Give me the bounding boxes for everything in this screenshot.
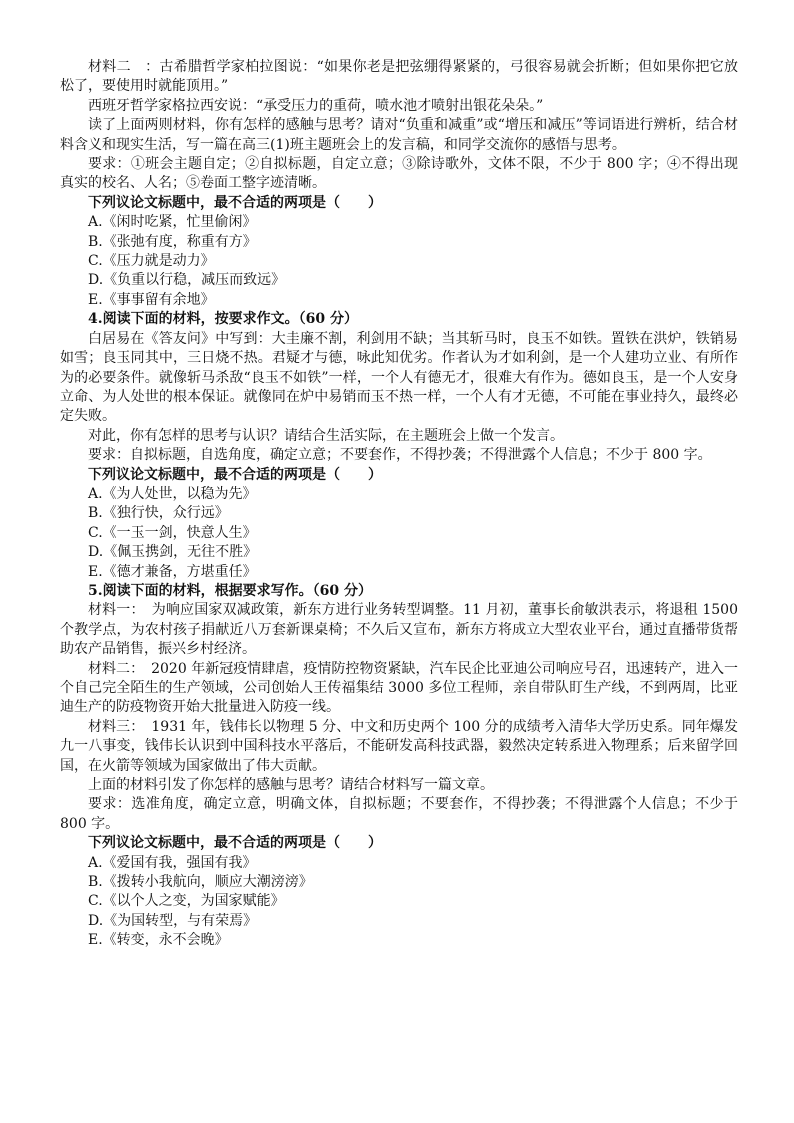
option-c: C.《压力就是动力》 [88, 253, 215, 270]
prompt-paragraph: 对此，你有怎样的思考与认识？请结合生活实际，在主题班会上做一个发言。 [88, 427, 564, 444]
question-text: 下列议论文标题中，最不合适的两项是（ ） [88, 466, 382, 483]
material-two-paragraph: 材料二： 2020 年新冠疫情肆虐，疫情防控物资紧缺，汽车民企比亚迪公司响应号召，迅速转产，进入一个自己完全陌生的生产领域，公司创始人王传福集结 3000 多位工程师，亲自带队盯生产线，不到两周，比亚迪生产的防疫物资开始大批量进入防疫一线。 [60, 660, 738, 716]
material-paragraph: 白居易在《答友问》中写到：大圭廉不割，利剑用不缺；当其斩马时，良玉不如铁。置铁在洪炉，铁销易如雪；良玉同其中，三日烧不热。君疑才与德，咏此知优劣。作者认为才如利剑，是一个人建功立业、有所作为的必要条件。就像斩马杀敌“良玉不如铁”一样，一个人有德无才，很难大有作为。德如良玉，是一个人安身立命、为人处世的根本保证。就像同在炉中易销而玉不热一样，一个人有才无德，不可能在事业持久，最终必定失败。 [60, 330, 738, 425]
option-d: D.《负重以行稳，减压而致远》 [88, 272, 286, 289]
option-c: C.《一玉一剑，快意人生》 [88, 524, 257, 541]
option-b: B.《张弛有度，称重有方》 [88, 233, 257, 250]
material-two-paragraph: 材料二 ：古希腊哲学家柏拉图说：“如果你老是把弦绷得紧紧的，弓很容易就会折断；但如果你把它放松了，要使用时就能顶用。” [60, 59, 738, 95]
option-e: E.《德才兼备，方堪重任》 [88, 563, 257, 580]
question-text: 下列议论文标题中，最不合适的两项是（ ） [88, 835, 382, 852]
option-a: A.《为人处世，以稳为先》 [88, 485, 257, 502]
material-one-paragraph: 材料一： 为响应国家双减政策，新东方进行业务转型调整。11 月初，董事长俞敏洪表示，将退租 1500 个教学点，为农村孩子捐献近八万套新课桌椅；不久后又宣布，新东方将成立大型农业平台，通过直播带货帮助农产品销售，振兴乡村经济。 [60, 602, 738, 658]
option-d: D.《为国转型，与有荣焉》 [88, 912, 258, 929]
prompt-paragraph: 上面的材料引发了你怎样的感触与思考？请结合材料写一篇文章。 [88, 777, 494, 794]
option-a: A.《爱国有我，强国有我》 [88, 854, 257, 871]
option-e: E.《转变，永不会晚》 [88, 932, 229, 949]
question-text: 下列议论文标题中，最不合适的两项是（ ） [88, 194, 382, 211]
question-4-heading: 4.阅读下面的材料，按要求作文。（60 分） [88, 311, 358, 328]
question-5-heading: 5.阅读下面的材料，根据要求写作。（60 分） [88, 582, 372, 599]
option-b: B.《拨转小我航向，顺应大潮滂滂》 [88, 874, 313, 891]
requirements-paragraph: 要求：自拟标题，自选角度，确定立意；不要套作，不得抄袭；不得泄露个人信息；不少于 800 字。 [88, 447, 712, 464]
option-c: C.《以个人之变，为国家赋能》 [88, 893, 285, 910]
document-page [60, 58, 738, 951]
requirements-paragraph: 要求：选准角度，确定立意，明确文体，自拟标题；不要套作，不得抄袭；不得泄露个人信息；不少于 800 字。 [60, 796, 738, 832]
prompt-paragraph: 读了上面两则材料，你有怎样的感触与思考？请对“负重和减重”或“增压和减压”等词语进行辨析，结合材料含义和现实生活，写一篇在高三(1)班主题班会上的发言稿，和同学交流你的感悟与思考。 [60, 117, 738, 153]
requirements-paragraph: 要求：①班会主题自定；②自拟标题，自定立意；③除诗歌外，文体不限，不少于 800 字；④不得出现真实的校名、人名；⑤卷面工整字迹清晰。 [60, 156, 738, 192]
quote-paragraph: 西班牙哲学家格拉西安说：“承受压力的重荷，喷水池才喷射出银花朵朵。” [88, 97, 544, 114]
option-b: B.《独行快，众行远》 [88, 505, 229, 522]
material-three-paragraph: 材料三： 1931 年，钱伟长以物理 5 分、中文和历史两个 100 分的成绩考入清华大学历史系。同年爆发九一八事变，钱伟长认识到中国科技水平落后，不能研发高科技武器，毅然决定转系进入物理系；后来留学回国，在火箭等领域为国家做出了伟大贡献。 [60, 718, 738, 774]
option-e: E.《事事留有余地》 [88, 291, 215, 308]
option-a: A.《闲时吃紧，忙里偷闲》 [88, 214, 257, 231]
option-d: D.《佩玉携剑，无往不胜》 [88, 544, 258, 561]
